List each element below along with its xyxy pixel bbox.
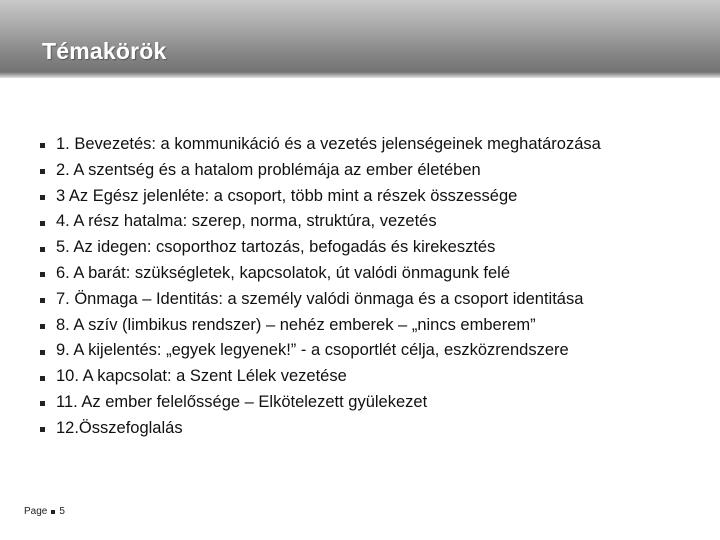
list-item-text: 1. Bevezetés: a kommunikáció és a vezetés jelenségeinek meghatározása	[56, 135, 601, 153]
bullet-icon	[40, 195, 45, 200]
bullet-icon	[40, 401, 45, 406]
list-item	[40, 338, 601, 364]
list-item	[40, 416, 601, 442]
list-item	[40, 184, 601, 210]
bullet-icon	[40, 324, 45, 329]
bullet-icon	[40, 169, 45, 174]
list-item	[40, 313, 601, 339]
list-item-text: 10. A kapcsolat: a Szent Lélek vezetése	[56, 367, 347, 386]
page-footer	[24, 506, 65, 517]
list-item	[40, 364, 601, 390]
list-item	[40, 209, 601, 235]
list-item-text: 12.Összefoglalás	[56, 418, 183, 437]
list-item	[40, 132, 601, 158]
list-item-text: 4. A rész hatalma: szerep, norma, struktúra, vezetés	[56, 212, 437, 231]
list-item	[40, 261, 601, 287]
slide-title: Témakörök	[42, 38, 167, 64]
bullet-icon	[40, 221, 45, 226]
topic-list	[40, 132, 601, 442]
list-item-text: 6. A barát: szükségletek, kapcsolatok, út valódi önmagunk felé	[56, 263, 511, 282]
page-number: 5	[59, 506, 65, 517]
bullet-icon	[40, 143, 45, 148]
list-item-text: 8. A szív (limbikus rendszer) – nehéz emberek – „nincs emberem”	[56, 315, 536, 334]
list-item-text: 3 Az Egész jelenléte: a csoport, több mint a részek összessége	[56, 186, 518, 205]
list-item-text: 9. A kijelentés: „egyek legyenek!” - a csoportlét célja, eszközrendszere	[56, 341, 569, 360]
title-bar	[0, 0, 720, 78]
list-item	[40, 158, 601, 184]
separator-icon	[51, 510, 55, 514]
bullet-icon	[40, 247, 45, 252]
list-item-text: 2. A szentség és a hatalom problémája az ember életében	[56, 160, 481, 179]
page-label: Page	[24, 506, 48, 517]
list-item	[40, 235, 601, 261]
bullet-icon	[40, 298, 45, 303]
bullet-icon	[40, 427, 45, 432]
list-item-text: 11. Az ember felelőssége – Elkötelezett gyülekezet	[56, 392, 428, 411]
bullet-icon	[40, 376, 45, 381]
list-item-text: 7. Önmaga – Identitás: a személy valódi önmaga és a csoport identitása	[56, 289, 584, 308]
bullet-icon	[40, 272, 45, 277]
list-item	[40, 390, 601, 416]
list-item-text: 5. Az idegen: csoporthoz tartozás, befogadás és kirekesztés	[56, 238, 496, 257]
bullet-icon	[40, 350, 45, 355]
list-item	[40, 287, 601, 313]
